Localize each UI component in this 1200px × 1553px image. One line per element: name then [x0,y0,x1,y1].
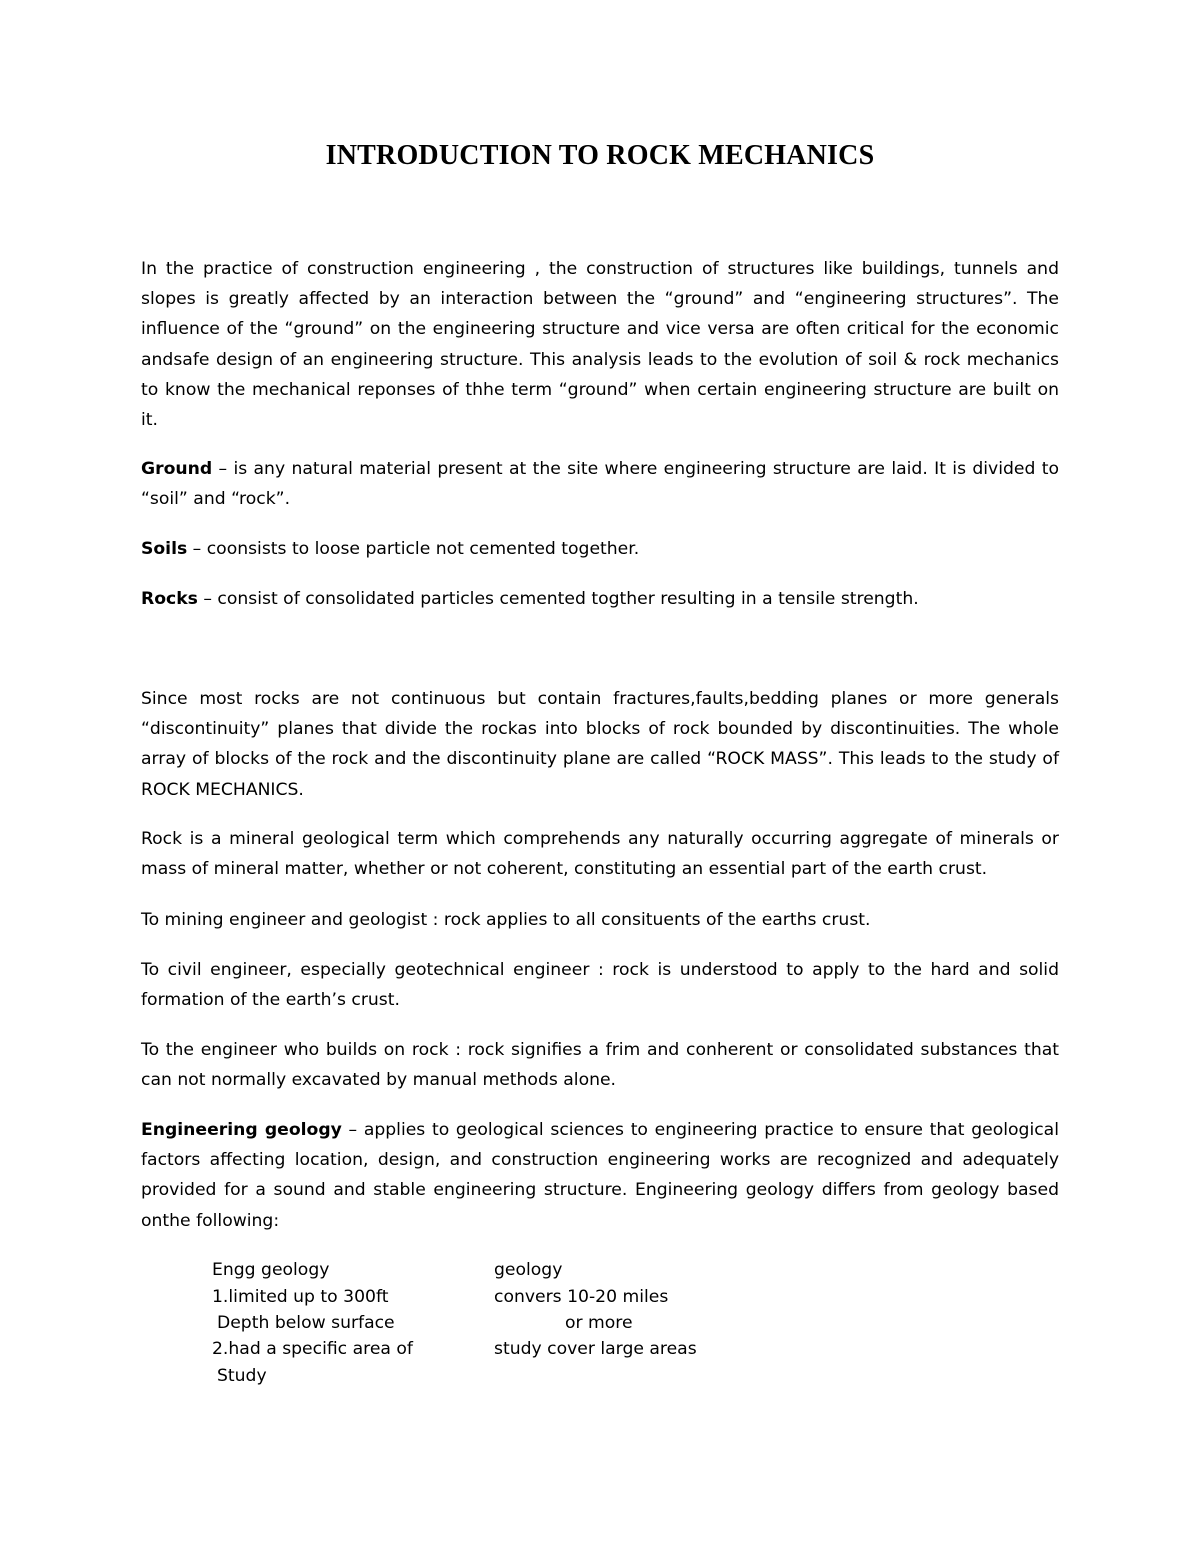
comparison-right-line: study cover large areas [494,1339,697,1359]
comparison-left-line: Depth below surface [217,1313,395,1333]
ground-text: – is any natural material present at the site where engineering structure are laid. It is divided to “soil” and “rock”. [141,459,1059,510]
comparison-left-line: 1.limited up to 300ft [212,1287,389,1307]
rock-definition-paragraph: Rock is a mineral geological term which comprehends any naturally occurring aggregate of minerals or mass of mineral matter, whether or not coherent, constituting an essential part of the earth crust. [141,829,1059,880]
engineering-geology-term: Engineering geology [141,1120,342,1140]
engineering-geology-definition [141,1115,1059,1236]
rocks-text: – consist of consolidated particles cemented togther resulting in a tensile strength. [197,589,919,609]
page-title: INTRODUCTION TO ROCK MECHANICS [325,140,875,171]
intro-paragraph: In the practice of construction engineering , the construction of structures like buildings, tunnels and slopes is greatly affected by an interaction between the “ground” and “engineering structures”. The influence of the “ground” on the engineering structure and vice versa are often critical for the economic andsafe design of an engineering structure. This analysis leads to the evolution of soil & rock mechanics to know the mechanical reponses of thhe term “ground” when certain engineering structure are built on it. [141,259,1059,431]
engineering-geology-text: – applies to geological sciences to engineering practice to ensure that geological factors affecting location, design, and construction engineering works are recognized and adequately provided for a sound and stable engineering structure. Engineering geology differs from geology based onthe following: [141,1120,1059,1231]
ground-term: Ground [141,459,213,479]
civil-paragraph: To civil engineer, especially geotechnical engineer : rock is understood to apply to the hard and solid formation of the earth’s crust. [141,960,1059,1011]
comparison-left-line: Study [217,1366,267,1386]
comparison-right-header: geology [494,1260,563,1280]
soils-term: Soils [141,539,188,559]
ground-definition [141,454,1059,514]
comparison-left-header: Engg geology [212,1260,330,1280]
rocks-term: Rocks [141,589,198,609]
discontinuity-paragraph: Since most rocks are not continuous but contain fractures,faults,bedding planes or more generals “discontinuity” planes that divide the rockas into blocks of rock bounded by discontinuities. The whole array of blocks of the rock and the discontinuity plane are called “ROCK MASS”. This leads to the study of ROCK MECHANICS. [141,689,1059,800]
comparison-right-line: or more [565,1313,633,1333]
comparison-left-line: 2.had a specific area of [212,1339,413,1359]
mining-paragraph: To mining engineer and geologist : rock applies to all consituents of the earths crust. [141,910,871,930]
soils-definition [141,534,1059,564]
rocks-definition [141,584,1059,614]
comparison-right-line: convers 10-20 miles [494,1287,669,1307]
builder-paragraph: To the engineer who builds on rock : rock signifies a frim and conherent or consolidated substances that can not normally excavated by manual methods alone. [141,1040,1059,1091]
soils-text: – coonsists to loose particle not cemented together. [187,539,640,559]
